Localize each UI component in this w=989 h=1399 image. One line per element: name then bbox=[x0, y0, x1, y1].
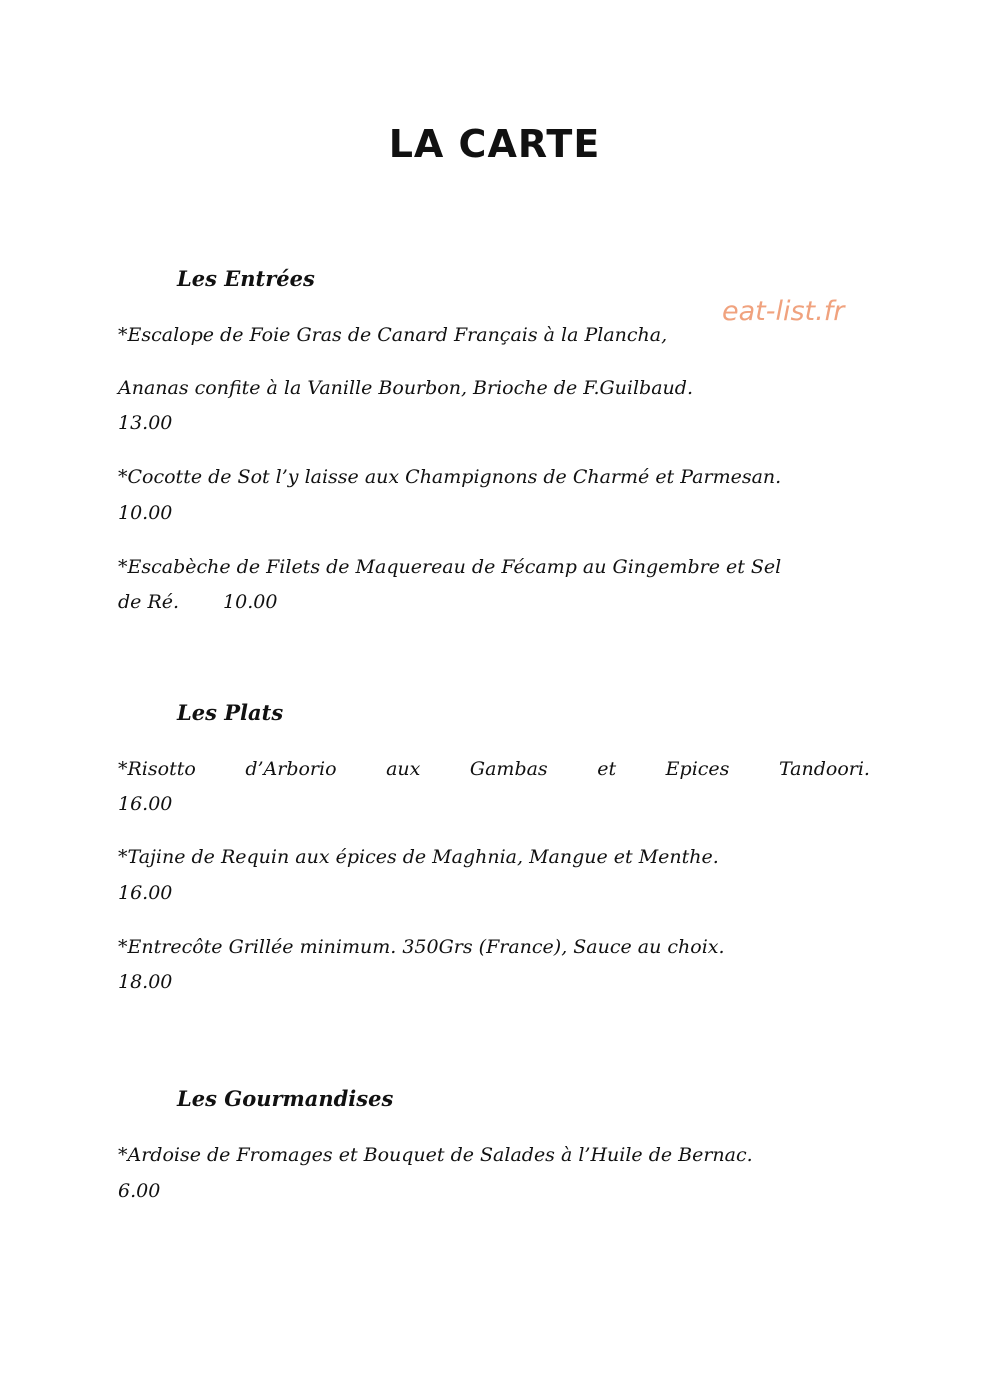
menu-item-word: et bbox=[597, 758, 617, 780]
menu-item-word: aux bbox=[386, 758, 421, 780]
menu-item-line: *Ardoise de Fromages et Bouquet de Salades à l’Huile de Bernac. bbox=[118, 1144, 753, 1166]
menu-item-line: *Entrecôte Grillée minimum. 350Grs (France), Sauce au choix. bbox=[118, 936, 725, 958]
menu-item-price: 16.00 bbox=[118, 793, 173, 815]
menu-item-word: *Risotto bbox=[118, 758, 196, 780]
menu-item-price: 13.00 bbox=[118, 412, 173, 434]
menu-item-price: 10.00 bbox=[223, 591, 278, 613]
menu-item-word: d’Arborio bbox=[245, 758, 337, 780]
menu-item-line: *Escalope de Foie Gras de Canard Français à la Plancha, bbox=[118, 324, 668, 346]
menu-item-line: Ananas confite à la Vanille Bourbon, Brioche de F.Guilbaud. bbox=[118, 377, 693, 399]
menu-item-line: *Tajine de Requin aux épices de Maghnia, Mangue et Menthe. bbox=[118, 846, 719, 868]
menu-item-word: Gambas bbox=[469, 758, 548, 780]
menu-item-line: de Ré. bbox=[118, 591, 180, 613]
menu-item-line: *Cocotte de Sot l’y laisse aux Champignons de Charmé et Parmesan. bbox=[118, 466, 782, 488]
menu-item-price: 16.00 bbox=[118, 882, 173, 904]
menu-item-word: Epices bbox=[665, 758, 730, 780]
section-title-plats: Les Plats bbox=[177, 700, 284, 725]
section-title-gourmandises: Les Gourmandises bbox=[177, 1086, 394, 1111]
menu-item-line bbox=[118, 758, 870, 780]
menu-item-price: 6.00 bbox=[118, 1180, 161, 1202]
section-title-entrees: Les Entrées bbox=[177, 266, 315, 291]
page-title: LA CARTE bbox=[388, 122, 601, 166]
menu-item-line-with-price bbox=[118, 591, 277, 613]
watermark-text: eat-list.fr bbox=[722, 296, 845, 327]
menu-item-price: 10.00 bbox=[118, 502, 173, 524]
menu-item-word: Tandoori. bbox=[778, 758, 870, 780]
menu-item-line: *Escabèche de Filets de Maquereau de Fécamp au Gingembre et Sel bbox=[118, 556, 782, 578]
menu-item-price: 18.00 bbox=[118, 971, 173, 993]
